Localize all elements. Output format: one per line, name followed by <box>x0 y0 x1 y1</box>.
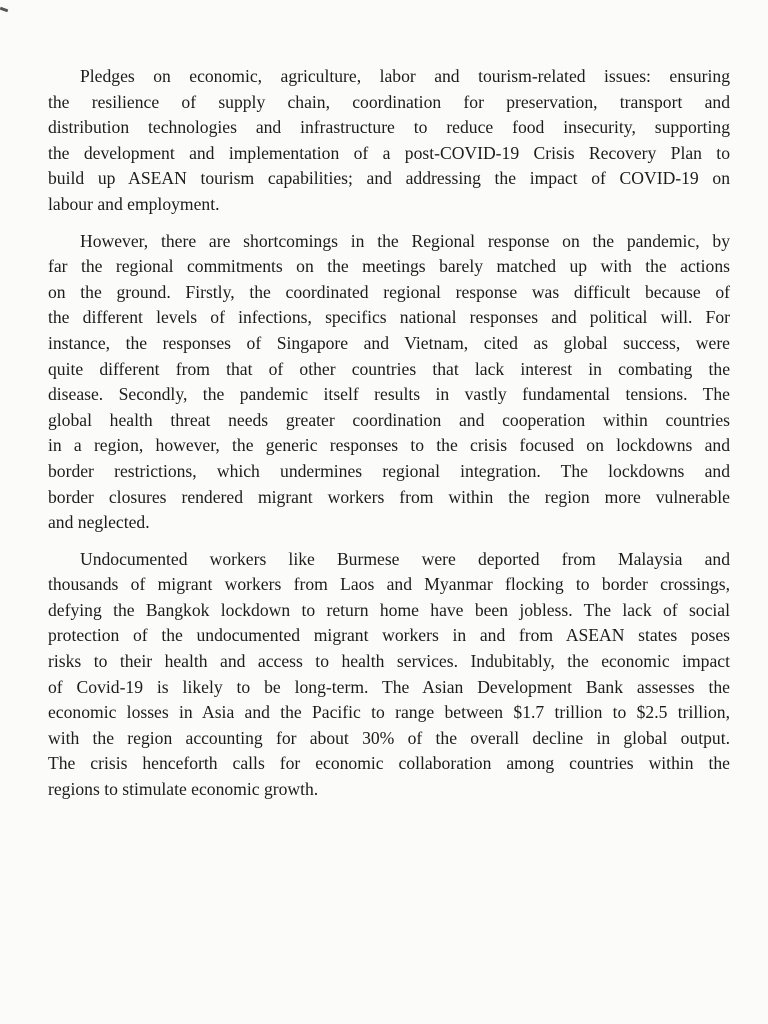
paragraph <box>48 229 730 536</box>
text-line: the resilience of supply chain, coordination for preservation, transport and <box>48 91 730 112</box>
paragraph <box>48 64 730 218</box>
text-line: with the region accounting for about 30% of the overall decline in global output. <box>48 727 730 748</box>
text-line: far the regional commitments on the meetings barely matched up with the actions <box>48 256 730 277</box>
text-line: on the ground. Firstly, the coordinated regional response was difficult because of <box>48 281 730 302</box>
text-line: border closures rendered migrant workers from within the region more vulnerable <box>48 486 730 507</box>
text-line: thousands of migrant workers from Laos and Myanmar flocking to border crossings, <box>48 574 730 595</box>
text-line: defying the Bangkok lockdown to return home have been jobless. The lack of social <box>48 599 730 620</box>
text-line: the development and implementation of a post-COVID-19 Crisis Recovery Plan to <box>48 142 730 163</box>
text-line: distribution technologies and infrastructure to reduce food insecurity, supporting <box>48 117 730 138</box>
paragraph <box>48 547 730 803</box>
text-line: risks to their health and access to health services. Indubitably, the economic impact <box>48 651 730 672</box>
scan-artifact <box>0 7 8 13</box>
text-line: global health threat needs greater coordination and cooperation within countries <box>48 409 730 430</box>
document-body <box>48 64 730 814</box>
text-line: labour and employment. <box>48 193 220 214</box>
text-line: quite different from that of other countries that lack interest in combating the <box>48 358 730 379</box>
text-line: of Covid-19 is likely to be long-term. The Asian Development Bank assesses the <box>48 676 730 697</box>
text-line: and neglected. <box>48 512 150 533</box>
text-line: protection of the undocumented migrant workers in and from ASEAN states poses <box>48 625 730 646</box>
text-line: The crisis henceforth calls for economic collaboration among countries within the <box>48 753 730 774</box>
text-line: in a region, however, the generic responses to the crisis focused on lockdowns and <box>48 435 730 456</box>
text-line: Undocumented workers like Burmese were deported from Malaysia and <box>80 548 730 569</box>
text-line: border restrictions, which undermines regional integration. The lockdowns and <box>48 460 730 481</box>
text-line: economic losses in Asia and the Pacific to range between $1.7 trillion to $2.5 trillion, <box>48 702 730 723</box>
text-line: the different levels of infections, specifics national responses and political will. For <box>48 307 730 328</box>
text-line: build up ASEAN tourism capabilities; and addressing the impact of COVID-19 on <box>48 168 730 189</box>
text-line: regions to stimulate economic growth. <box>48 779 319 800</box>
text-line: disease. Secondly, the pandemic itself results in vastly fundamental tensions. The <box>48 384 730 405</box>
text-line: instance, the responses of Singapore and Vietnam, cited as global success, were <box>48 332 730 353</box>
text-line: However, there are shortcomings in the Regional response on the pandemic, by <box>80 230 730 251</box>
text-line: Pledges on economic, agriculture, labor and tourism-related issues: ensuring <box>80 66 730 86</box>
